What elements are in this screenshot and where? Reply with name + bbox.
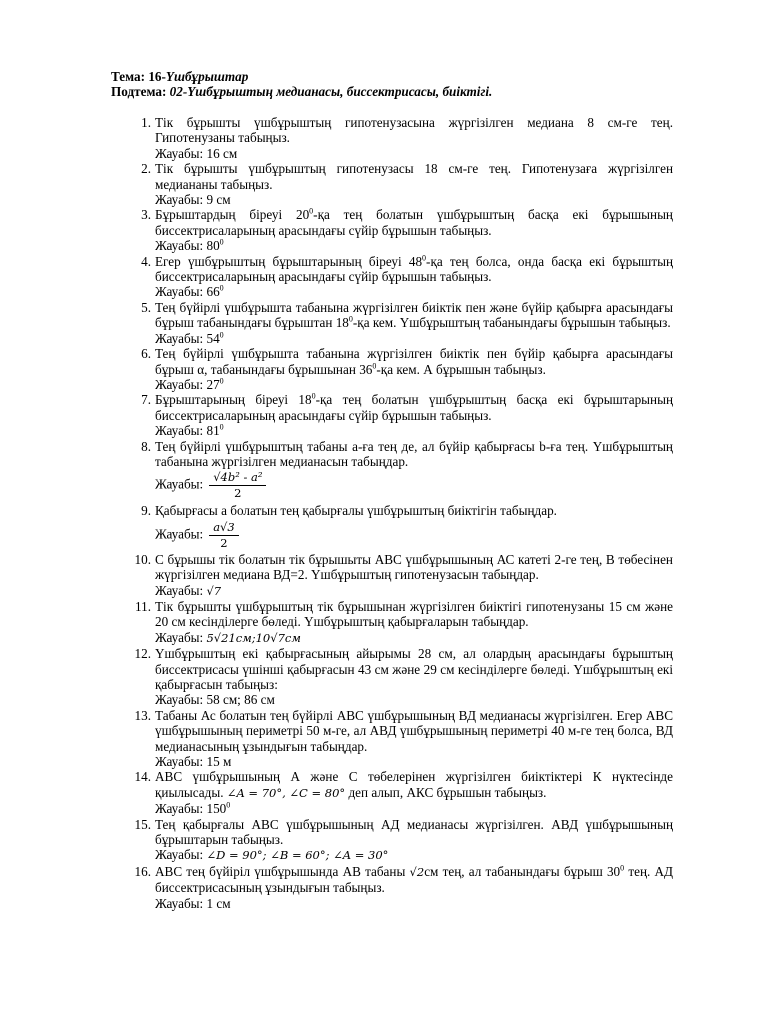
answer-label: Жауабы: (155, 754, 204, 770)
answer-line (155, 471, 673, 500)
answer-line (155, 847, 673, 863)
problem-text-part: АВС тең бүйіріл үшбұрышында АВ табаны (155, 863, 406, 879)
problem-text-part: -қа тең болса, онда басқа екі бұрыштың биссектрисаларының арасындағы сүйір бұрышын табыңыз. (155, 253, 674, 285)
problem-number: 1. (141, 115, 151, 130)
answer-value: 16 см (206, 145, 238, 161)
fraction-numerator: √4b² - a² (209, 471, 266, 486)
answer-value: √7 (206, 583, 222, 598)
topic-label: Тема: 16- (111, 69, 166, 84)
inline-formula: √2 (409, 864, 425, 879)
answer-value: 81 (206, 423, 220, 439)
answer-label: Жауабы: (155, 582, 204, 598)
degree-mark: 0 (219, 376, 224, 386)
degree-mark: 0 (219, 422, 224, 432)
problem-item (141, 161, 673, 208)
problem-text-part: деп алып, АКС бұрышын табыңыз. (348, 784, 547, 800)
degree-mark: 0 (348, 314, 353, 324)
problem-text-part: -қа кем. А бұрышын табыңыз. (376, 361, 546, 377)
answer-fraction (209, 471, 266, 500)
problem-text (155, 207, 673, 238)
answer-value: 150 (206, 801, 227, 817)
problem-number: 8. (141, 438, 151, 454)
answer-label: Жауабы: (155, 145, 204, 161)
problem-text-part: Тең бүйірлі үшбұрышта табанына жүргізілген биіктік пен және бүйір қабырға арасындағы бұрыш табанындағы бұрыштан 18 (155, 299, 673, 331)
problem-number: 9. (141, 503, 151, 519)
degree-mark: 0 (372, 361, 377, 371)
problem-number: 4. (141, 253, 151, 269)
answer-line (155, 630, 673, 646)
problem-text (155, 254, 673, 285)
problem-item (134, 646, 673, 708)
degree-mark: 0 (219, 284, 224, 294)
answer-line (155, 521, 673, 550)
answer-value: 9 см (206, 192, 231, 208)
answer-value: 54 (206, 330, 220, 346)
degree-mark: 0 (620, 863, 625, 873)
answer-line (155, 377, 673, 392)
answer-line (155, 146, 673, 161)
answer-label: Жауабы: (155, 629, 204, 645)
problem-text: С бұрышы тік болатын тік бұрышыты АВС үшбұрышының АС катеті 2-ге тең, В төбесінен жүргізілген медиана ВД=2. Үшбұрыштың гипотенузасын табыңдар. (155, 551, 673, 583)
answer-value: 1 см (206, 895, 231, 911)
problem-number: 12. (134, 646, 151, 662)
problem-item (134, 816, 673, 864)
problem-text-part: -қа тең болатын үшбұрыштың басқа екі бұрыштарының биссектрисаларының арасындағы сүйір бұрышын табыңыз. (155, 392, 673, 423)
topic-title: Үшбұрыштар (165, 69, 249, 84)
answer-label: Жауабы: (155, 801, 204, 817)
answer-label: Жауабы: (155, 192, 204, 208)
problem-text: Үшбұрыштың екі қабырғасының айырымы 28 см, ал олардың арасындағы бұрыштың биссектрисасы үшінші қабырғасын 43 см және 29 см кесінділерге бөледі. Үшбұрыштың екі қабырғасын табыңыз: (155, 646, 673, 692)
problem-item (134, 551, 673, 599)
problem-item (135, 598, 673, 646)
problem-text-part: АВС үшбұрышының А және С төбелерінен жүргізілген биіктіктері К нүктесінде қиылысады. (155, 769, 673, 800)
degree-mark: 0 (226, 800, 231, 810)
problem-text-part: тең. АД биссектрисасының ұзындығын табыңыз. (155, 863, 674, 896)
problem-text-part: Бұрыштардың біреуі 20 (155, 207, 310, 223)
answer-label: Жауабы: (155, 330, 204, 346)
problem-number: 3. (141, 207, 151, 223)
degree-mark: 0 (311, 391, 316, 401)
problem-item (134, 707, 673, 770)
problem-text: Қабырғасы а болатын тең қабырғалы үшбұрыштың биіктігін табыңдар. (155, 503, 557, 519)
answer-line (155, 238, 673, 253)
answer-label: Жауабы: (155, 423, 204, 439)
answer-fraction (209, 521, 239, 550)
fraction-numerator: a√3 (209, 521, 239, 536)
answer-line (155, 801, 673, 816)
answer-value: 15 м (206, 754, 232, 770)
problem-item (141, 115, 673, 161)
problem-text: Тең бүйірлі үшбұрыштың табаны а-ға тең де, ал бүйір қабырғасы b-ға тең. Үшбұрыштың табанына жүргізілген медианасын табыңдар. (155, 438, 673, 469)
problem-item (141, 503, 673, 550)
problem-text-part: -қа тең болатын үшбұрыштың басқа екі бұрышының биссектрисаларының арасындағы сүйір бұрышын табыңыз. (155, 207, 673, 238)
problem-text (155, 392, 673, 423)
answer-label: Жауабы: (155, 692, 204, 708)
answer-value: ∠D = 90°; ∠B = 60°; ∠A = 30° (206, 848, 389, 863)
problem-text-part: Бұрыштарының біреуі 18 (155, 392, 312, 408)
subtopic-title: 02-Үшбұрыштың медианасы, биссектрисасы, биіктігі. (169, 84, 493, 100)
answer-label: Жауабы: (155, 376, 204, 392)
answer-value: 58 см; 86 см (206, 692, 275, 708)
problem-item (141, 207, 673, 254)
problem-text: Тік бұрышты үшбұрыштың гипотенузасы 18 см-ге тең. Гипотенузаға жүргізілген медиананы табыңыз. (155, 161, 673, 192)
answer-line (155, 754, 673, 769)
answer-label: Жауабы: (155, 895, 204, 911)
problem-text-part: Егер үшбұрыштың бұрыштарының біреуі 48 (155, 253, 423, 269)
problem-number: 16. (134, 863, 151, 879)
problem-number: 7. (141, 392, 151, 408)
problem-text: Тік бұрышты үшбұрыштың гипотенузасына жүргізілген медиана 8 см-ге тең. Гипотенузаны табыңыз. (155, 115, 673, 146)
problem-item (134, 769, 673, 817)
problem-text (155, 864, 673, 896)
answer-label: Жауабы: (155, 476, 204, 492)
problem-item (141, 438, 673, 501)
problem-number: 15. (134, 816, 151, 832)
problem-text-part: Тең бүйірлі үшбұрышта табанына жүргізілген биіктік пен бүйір қабырға арасындағы бұрыш α, табанындағы бұрышынан 36 (155, 346, 673, 377)
answer-line (155, 583, 673, 599)
subtopic-line (111, 84, 711, 99)
problem-number: 2. (141, 161, 151, 177)
topic-line (111, 69, 711, 84)
problem-text (155, 769, 673, 801)
problem-text-part: -қа кем. Үшбұрыштың табанындағы бұрышын табыңыз. (352, 315, 671, 331)
problem-number: 5. (141, 299, 151, 315)
document-header (111, 69, 711, 100)
answer-line (155, 423, 673, 438)
problem-number: 6. (141, 346, 151, 362)
problem-text (155, 346, 673, 377)
problem-item (141, 346, 673, 392)
problem-number: 11. (135, 598, 151, 614)
problem-item (141, 391, 673, 439)
fraction-denominator: 2 (234, 486, 242, 501)
answer-line (155, 692, 673, 707)
problem-text: Табаны Ас болатын тең бүйірлі АВС үшбұрышының ВД медианасы жүргізілген. Егер АВС үшбұрышының периметрі 50 м-ге, ал АВД үшбұрышының периметрі 40 м-ге тең болса, ВД медианасының ұзындығын табыңдар. (155, 707, 673, 754)
problem-item (141, 253, 674, 300)
answer-value: 27 (206, 376, 220, 392)
degree-mark: 0 (219, 330, 224, 340)
problem-number: 10. (134, 551, 151, 567)
answer-value: 80 (206, 238, 220, 254)
answer-line (155, 192, 673, 207)
problem-text: Тік бұрышты үшбұрыштың тік бұрышынан жүргізілген биіктігі гипотенузаны 15 см және 20 см кесінділерге бөледі. Үшбұрыштың қабырғаларын табыңдар. (155, 598, 673, 630)
degree-mark: 0 (422, 253, 427, 263)
problem-item (134, 863, 674, 911)
answer-label: Жауабы: (155, 238, 204, 254)
inline-formula: ∠A = 70°, ∠C = 80° (226, 785, 346, 800)
problem-number: 14. (134, 769, 151, 785)
answer-label: Жауабы: (155, 847, 204, 863)
answer-line (155, 331, 673, 346)
problem-number: 13. (134, 707, 151, 723)
problem-list (134, 115, 674, 911)
degree-mark: 0 (309, 207, 314, 217)
subtopic-label: Подтема: (111, 84, 170, 100)
answer-line (155, 284, 673, 299)
answer-label: Жауабы: (155, 284, 204, 300)
fraction-denominator: 2 (220, 535, 228, 550)
answer-value: 66 (206, 284, 220, 300)
answer-label: Жауабы: (155, 526, 204, 542)
problem-text (155, 300, 673, 331)
problem-text-part: см тең, ал табанындағы бұрыш 30 (424, 863, 621, 879)
answer-line (155, 896, 673, 911)
answer-value: 5√21см;10√7см (206, 630, 301, 645)
problem-item (141, 299, 673, 346)
problem-text: Тең қабырғалы АВС үшбұрышының АД медианасы жүргізілген. АВД үшбұрышының бұрыштарын табыңыз. (155, 816, 673, 848)
degree-mark: 0 (219, 237, 224, 247)
